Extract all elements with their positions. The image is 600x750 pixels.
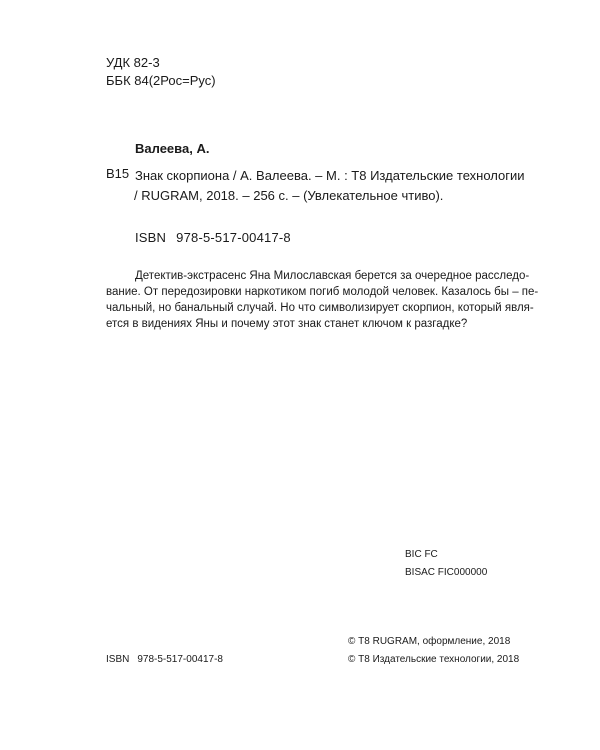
annotation-line: чальный, но банальный случай. Но что символизирует скорпион, который явля- xyxy=(106,302,534,314)
annotation xyxy=(106,268,539,332)
author-name: Валеева, А. xyxy=(135,141,210,156)
author-mark-code: В15 xyxy=(106,166,130,181)
subject-codes xyxy=(405,546,487,582)
bibliographic-line-2: / RUGRAM, 2018. – 256 с. – (Увлекательное чтиво). xyxy=(134,188,444,203)
bic-code: BIC FC xyxy=(405,549,438,560)
isbn-footer xyxy=(106,654,223,665)
udk-code: УДК 82-3 xyxy=(106,55,160,70)
isbn-main xyxy=(135,230,291,245)
bibliographic-description xyxy=(135,166,525,206)
isbn-footer-value: 978-5-517-00417-8 xyxy=(137,654,223,665)
isbn-value: 978-5-517-00417-8 xyxy=(176,230,291,245)
bibliographic-line-1: Знак скорпиона / А. Валеева. – М. : Т8 Издательские технологии xyxy=(135,168,525,183)
isbn-label: ISBN xyxy=(135,230,167,245)
bisac-code: BISAC FIC000000 xyxy=(405,567,488,578)
copyright-design: © Т8 RUGRAM, оформление, 2018 xyxy=(348,636,511,647)
annotation-line: вание. От передозировки наркотиком погиб молодой человек. Казалось бы – пе- xyxy=(106,286,539,298)
bbk-code: ББК 84(2Рос=Рус) xyxy=(106,73,216,88)
annotation-line: ется в видениях Яны и почему этот знак станет ключом к разгадке? xyxy=(106,318,468,330)
isbn-footer-label: ISBN xyxy=(106,654,130,665)
copyright-publisher: © Т8 Издательские технологии, 2018 xyxy=(348,654,520,665)
annotation-line: Детектив-экстрасенс Яна Милославская берется за очередное расследо- xyxy=(135,270,530,282)
